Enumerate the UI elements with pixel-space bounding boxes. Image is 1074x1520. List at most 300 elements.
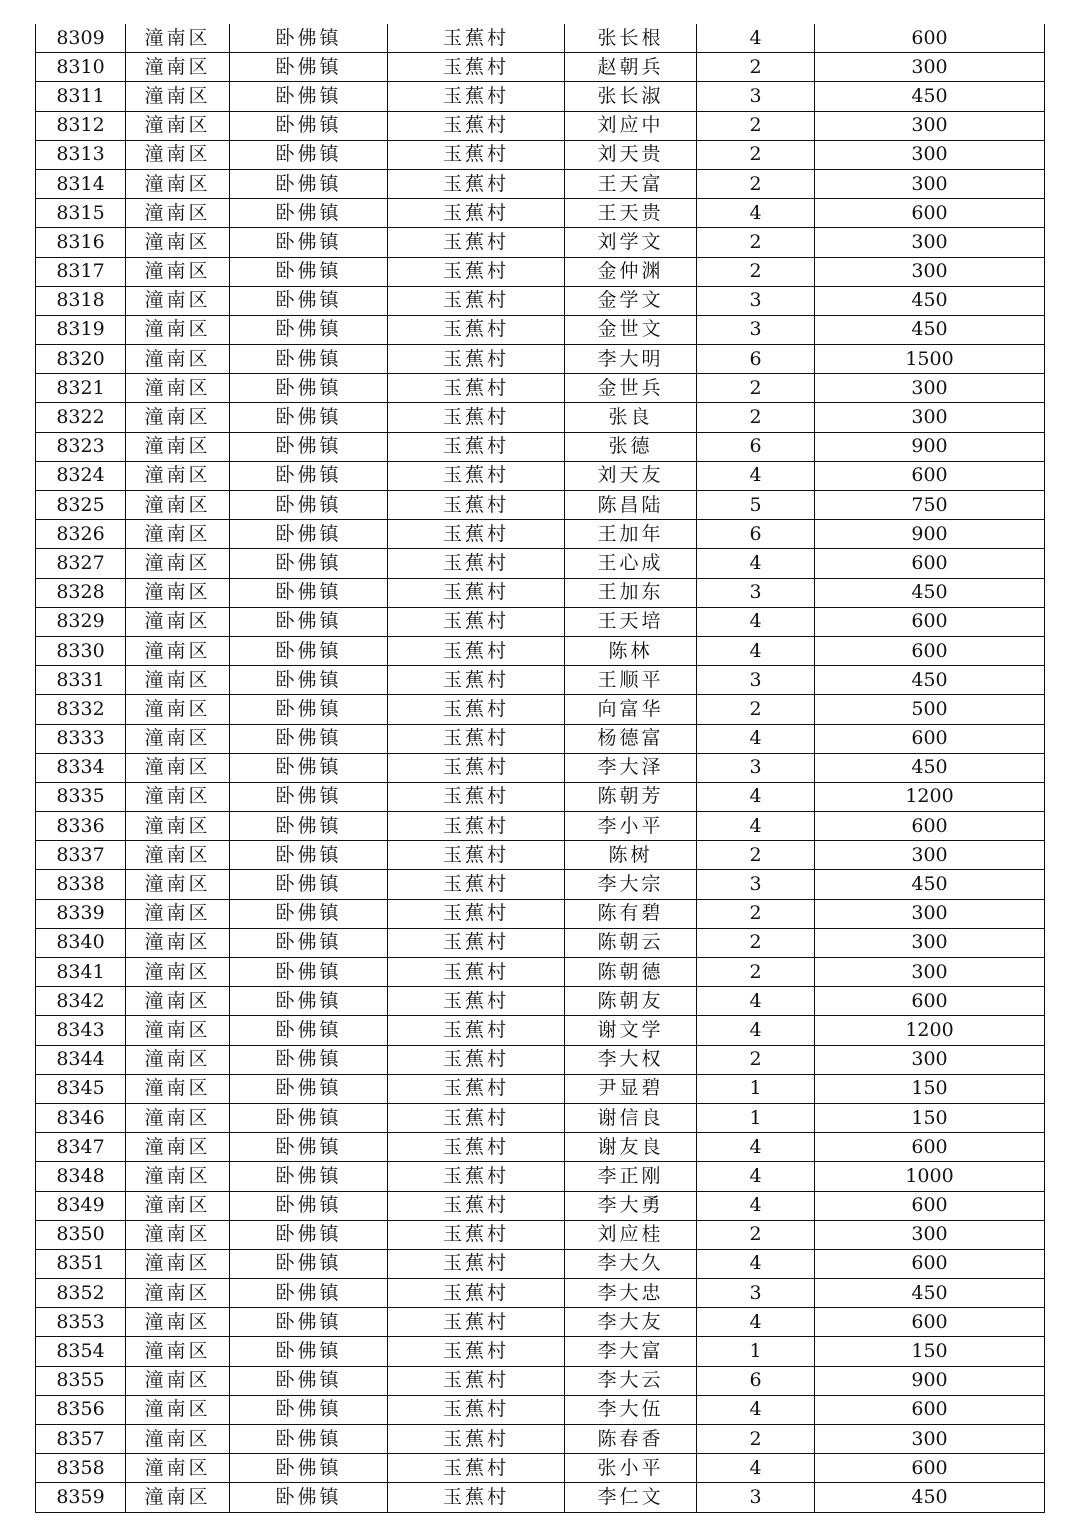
- table-row: [36, 666, 1045, 695]
- person-name-cell: 陈昌陆: [565, 491, 697, 520]
- town-cell: 卧佛镇: [230, 1103, 388, 1132]
- amount-cell: 750: [815, 491, 1045, 520]
- person-name-cell: 金世兵: [565, 374, 697, 403]
- town-cell: 卧佛镇: [230, 899, 388, 928]
- town-cell: 卧佛镇: [230, 695, 388, 724]
- village-cell: 玉蕉村: [388, 753, 565, 782]
- district-cell: 潼南区: [126, 1308, 230, 1337]
- village-cell: 玉蕉村: [388, 169, 565, 198]
- town-cell: 卧佛镇: [230, 111, 388, 140]
- person-name-cell: 李大忠: [565, 1279, 697, 1308]
- person-name-cell: 刘天贵: [565, 140, 697, 169]
- table-row: [36, 724, 1045, 753]
- person-name-cell: 王心成: [565, 549, 697, 578]
- amount-cell: 300: [815, 169, 1045, 198]
- household-members-cell: 6: [697, 432, 815, 461]
- village-cell: 玉蕉村: [388, 82, 565, 111]
- district-cell: 潼南区: [126, 870, 230, 899]
- town-cell: 卧佛镇: [230, 461, 388, 490]
- town-cell: 卧佛镇: [230, 1074, 388, 1103]
- town-cell: 卧佛镇: [230, 403, 388, 432]
- village-cell: 玉蕉村: [388, 1133, 565, 1162]
- village-cell: 玉蕉村: [388, 841, 565, 870]
- district-cell: 潼南区: [126, 958, 230, 987]
- district-cell: 潼南区: [126, 257, 230, 286]
- serial-number-cell: 8320: [36, 345, 126, 374]
- town-cell: 卧佛镇: [230, 928, 388, 957]
- town-cell: 卧佛镇: [230, 1220, 388, 1249]
- amount-cell: 600: [815, 1191, 1045, 1220]
- village-cell: 玉蕉村: [388, 53, 565, 82]
- serial-number-cell: 8324: [36, 461, 126, 490]
- table-row: [36, 199, 1045, 228]
- amount-cell: 1200: [815, 782, 1045, 811]
- serial-number-cell: 8347: [36, 1133, 126, 1162]
- village-cell: 玉蕉村: [388, 928, 565, 957]
- district-cell: 潼南区: [126, 928, 230, 957]
- town-cell: 卧佛镇: [230, 724, 388, 753]
- person-name-cell: 陈林: [565, 636, 697, 665]
- town-cell: 卧佛镇: [230, 636, 388, 665]
- amount-cell: 600: [815, 1454, 1045, 1483]
- district-cell: 潼南区: [126, 199, 230, 228]
- household-members-cell: 4: [697, 549, 815, 578]
- person-name-cell: 李大友: [565, 1308, 697, 1337]
- amount-cell: 300: [815, 1045, 1045, 1074]
- household-members-cell: 3: [697, 82, 815, 111]
- village-cell: 玉蕉村: [388, 870, 565, 899]
- town-cell: 卧佛镇: [230, 24, 388, 53]
- town-cell: 卧佛镇: [230, 1016, 388, 1045]
- serial-number-cell: 8349: [36, 1191, 126, 1220]
- town-cell: 卧佛镇: [230, 1483, 388, 1512]
- district-cell: 潼南区: [126, 228, 230, 257]
- amount-cell: 300: [815, 111, 1045, 140]
- village-cell: 玉蕉村: [388, 374, 565, 403]
- district-cell: 潼南区: [126, 140, 230, 169]
- town-cell: 卧佛镇: [230, 1279, 388, 1308]
- serial-number-cell: 8312: [36, 111, 126, 140]
- amount-cell: 150: [815, 1074, 1045, 1103]
- household-members-cell: 2: [697, 169, 815, 198]
- district-cell: 潼南区: [126, 432, 230, 461]
- district-cell: 潼南区: [126, 520, 230, 549]
- household-members-cell: 3: [697, 753, 815, 782]
- district-cell: 潼南区: [126, 695, 230, 724]
- amount-cell: 300: [815, 1425, 1045, 1454]
- table-row: [36, 958, 1045, 987]
- person-name-cell: 王加年: [565, 520, 697, 549]
- table-row: [36, 1454, 1045, 1483]
- serial-number-cell: 8358: [36, 1454, 126, 1483]
- household-members-cell: 1: [697, 1074, 815, 1103]
- district-cell: 潼南区: [126, 315, 230, 344]
- table-row: [36, 1133, 1045, 1162]
- village-cell: 玉蕉村: [388, 578, 565, 607]
- village-cell: 玉蕉村: [388, 958, 565, 987]
- district-cell: 潼南区: [126, 374, 230, 403]
- town-cell: 卧佛镇: [230, 958, 388, 987]
- table-row: [36, 286, 1045, 315]
- person-name-cell: 李大明: [565, 345, 697, 374]
- village-cell: 玉蕉村: [388, 345, 565, 374]
- village-cell: 玉蕉村: [388, 286, 565, 315]
- serial-number-cell: 8311: [36, 82, 126, 111]
- amount-cell: 600: [815, 1249, 1045, 1278]
- table-row: [36, 1103, 1045, 1132]
- serial-number-cell: 8348: [36, 1162, 126, 1191]
- person-name-cell: 陈朝云: [565, 928, 697, 957]
- village-cell: 玉蕉村: [388, 491, 565, 520]
- person-name-cell: 刘应中: [565, 111, 697, 140]
- village-cell: 玉蕉村: [388, 199, 565, 228]
- table-row: [36, 1337, 1045, 1366]
- person-name-cell: 王天培: [565, 607, 697, 636]
- person-name-cell: 李大泽: [565, 753, 697, 782]
- person-name-cell: 李正刚: [565, 1162, 697, 1191]
- village-cell: 玉蕉村: [388, 1016, 565, 1045]
- serial-number-cell: 8335: [36, 782, 126, 811]
- amount-cell: 450: [815, 1483, 1045, 1512]
- district-cell: 潼南区: [126, 1133, 230, 1162]
- town-cell: 卧佛镇: [230, 1162, 388, 1191]
- district-cell: 潼南区: [126, 607, 230, 636]
- district-cell: 潼南区: [126, 403, 230, 432]
- table-row: [36, 1074, 1045, 1103]
- town-cell: 卧佛镇: [230, 374, 388, 403]
- person-name-cell: 李大勇: [565, 1191, 697, 1220]
- serial-number-cell: 8314: [36, 169, 126, 198]
- village-cell: 玉蕉村: [388, 257, 565, 286]
- table-row: [36, 1395, 1045, 1424]
- household-members-cell: 2: [697, 841, 815, 870]
- village-cell: 玉蕉村: [388, 1191, 565, 1220]
- amount-cell: 300: [815, 140, 1045, 169]
- table-row: [36, 812, 1045, 841]
- table-row: [36, 899, 1045, 928]
- district-cell: 潼南区: [126, 1395, 230, 1424]
- town-cell: 卧佛镇: [230, 549, 388, 578]
- district-cell: 潼南区: [126, 636, 230, 665]
- village-cell: 玉蕉村: [388, 1103, 565, 1132]
- district-cell: 潼南区: [126, 53, 230, 82]
- district-cell: 潼南区: [126, 812, 230, 841]
- person-name-cell: 尹显碧: [565, 1074, 697, 1103]
- person-name-cell: 金学文: [565, 286, 697, 315]
- village-cell: 玉蕉村: [388, 520, 565, 549]
- amount-cell: 600: [815, 1133, 1045, 1162]
- household-members-cell: 4: [697, 1191, 815, 1220]
- table-row: [36, 1162, 1045, 1191]
- amount-cell: 600: [815, 987, 1045, 1016]
- serial-number-cell: 8330: [36, 636, 126, 665]
- village-cell: 玉蕉村: [388, 140, 565, 169]
- village-cell: 玉蕉村: [388, 987, 565, 1016]
- serial-number-cell: 8331: [36, 666, 126, 695]
- table-row: [36, 578, 1045, 607]
- household-members-cell: 4: [697, 1395, 815, 1424]
- person-name-cell: 陈有碧: [565, 899, 697, 928]
- household-members-cell: 3: [697, 1483, 815, 1512]
- village-cell: 玉蕉村: [388, 1045, 565, 1074]
- household-members-cell: 1: [697, 1103, 815, 1132]
- table-row: [36, 987, 1045, 1016]
- village-cell: 玉蕉村: [388, 315, 565, 344]
- table-row: [36, 1483, 1045, 1512]
- table-row: [36, 24, 1045, 53]
- amount-cell: 450: [815, 286, 1045, 315]
- amount-cell: 500: [815, 695, 1045, 724]
- table-row: [36, 753, 1045, 782]
- district-cell: 潼南区: [126, 1016, 230, 1045]
- amount-cell: 600: [815, 1308, 1045, 1337]
- village-cell: 玉蕉村: [388, 549, 565, 578]
- town-cell: 卧佛镇: [230, 345, 388, 374]
- person-name-cell: 谢文学: [565, 1016, 697, 1045]
- serial-number-cell: 8351: [36, 1249, 126, 1278]
- household-members-cell: 3: [697, 315, 815, 344]
- serial-number-cell: 8339: [36, 899, 126, 928]
- table-row: [36, 169, 1045, 198]
- table-row: [36, 1279, 1045, 1308]
- amount-cell: 150: [815, 1337, 1045, 1366]
- amount-cell: 1200: [815, 1016, 1045, 1045]
- serial-number-cell: 8322: [36, 403, 126, 432]
- village-cell: 玉蕉村: [388, 1249, 565, 1278]
- serial-number-cell: 8342: [36, 987, 126, 1016]
- table-row: [36, 111, 1045, 140]
- village-cell: 玉蕉村: [388, 24, 565, 53]
- serial-number-cell: 8344: [36, 1045, 126, 1074]
- household-members-cell: 2: [697, 111, 815, 140]
- village-cell: 玉蕉村: [388, 1425, 565, 1454]
- village-cell: 玉蕉村: [388, 607, 565, 636]
- table-row: [36, 1249, 1045, 1278]
- district-cell: 潼南区: [126, 345, 230, 374]
- district-cell: 潼南区: [126, 1162, 230, 1191]
- district-cell: 潼南区: [126, 24, 230, 53]
- town-cell: 卧佛镇: [230, 286, 388, 315]
- serial-number-cell: 8317: [36, 257, 126, 286]
- person-name-cell: 王天富: [565, 169, 697, 198]
- household-members-cell: 3: [697, 666, 815, 695]
- serial-number-cell: 8346: [36, 1103, 126, 1132]
- table-row: [36, 315, 1045, 344]
- person-name-cell: 金世文: [565, 315, 697, 344]
- village-cell: 玉蕉村: [388, 812, 565, 841]
- district-cell: 潼南区: [126, 1483, 230, 1512]
- person-name-cell: 陈朝德: [565, 958, 697, 987]
- household-members-cell: 4: [697, 1016, 815, 1045]
- household-members-cell: 2: [697, 140, 815, 169]
- town-cell: 卧佛镇: [230, 1366, 388, 1395]
- table-row: [36, 695, 1045, 724]
- village-cell: 玉蕉村: [388, 1308, 565, 1337]
- amount-cell: 450: [815, 1279, 1045, 1308]
- town-cell: 卧佛镇: [230, 812, 388, 841]
- serial-number-cell: 8359: [36, 1483, 126, 1512]
- town-cell: 卧佛镇: [230, 841, 388, 870]
- district-cell: 潼南区: [126, 1220, 230, 1249]
- table-row: [36, 520, 1045, 549]
- serial-number-cell: 8356: [36, 1395, 126, 1424]
- person-name-cell: 刘应桂: [565, 1220, 697, 1249]
- amount-cell: 900: [815, 1366, 1045, 1395]
- district-cell: 潼南区: [126, 1337, 230, 1366]
- table-row: [36, 928, 1045, 957]
- village-cell: 玉蕉村: [388, 666, 565, 695]
- village-cell: 玉蕉村: [388, 1454, 565, 1483]
- village-cell: 玉蕉村: [388, 1337, 565, 1366]
- district-cell: 潼南区: [126, 286, 230, 315]
- town-cell: 卧佛镇: [230, 1133, 388, 1162]
- amount-cell: 450: [815, 666, 1045, 695]
- amount-cell: 600: [815, 461, 1045, 490]
- household-members-cell: 3: [697, 870, 815, 899]
- table-row: [36, 549, 1045, 578]
- district-cell: 潼南区: [126, 1366, 230, 1395]
- person-name-cell: 杨德富: [565, 724, 697, 753]
- household-members-cell: 3: [697, 286, 815, 315]
- amount-cell: 600: [815, 24, 1045, 53]
- household-members-cell: 2: [697, 403, 815, 432]
- village-cell: 玉蕉村: [388, 432, 565, 461]
- serial-number-cell: 8336: [36, 812, 126, 841]
- district-cell: 潼南区: [126, 1074, 230, 1103]
- person-name-cell: 陈春香: [565, 1425, 697, 1454]
- person-name-cell: 李小平: [565, 812, 697, 841]
- amount-cell: 450: [815, 578, 1045, 607]
- person-name-cell: 李大云: [565, 1366, 697, 1395]
- amount-cell: 600: [815, 607, 1045, 636]
- serial-number-cell: 8334: [36, 753, 126, 782]
- household-members-cell: 4: [697, 199, 815, 228]
- serial-number-cell: 8313: [36, 140, 126, 169]
- table-row: [36, 870, 1045, 899]
- serial-number-cell: 8329: [36, 607, 126, 636]
- person-name-cell: 张小平: [565, 1454, 697, 1483]
- household-members-cell: 2: [697, 257, 815, 286]
- amount-cell: 300: [815, 53, 1045, 82]
- household-members-cell: 4: [697, 1162, 815, 1191]
- household-members-cell: 4: [697, 1308, 815, 1337]
- table-row: [36, 1191, 1045, 1220]
- roster-table: [35, 24, 1045, 1513]
- village-cell: 玉蕉村: [388, 1395, 565, 1424]
- table-row: [36, 374, 1045, 403]
- person-name-cell: 王天贵: [565, 199, 697, 228]
- village-cell: 玉蕉村: [388, 111, 565, 140]
- town-cell: 卧佛镇: [230, 782, 388, 811]
- amount-cell: 300: [815, 374, 1045, 403]
- amount-cell: 450: [815, 315, 1045, 344]
- district-cell: 潼南区: [126, 1454, 230, 1483]
- district-cell: 潼南区: [126, 461, 230, 490]
- amount-cell: 300: [815, 228, 1045, 257]
- district-cell: 潼南区: [126, 782, 230, 811]
- table-row: [36, 461, 1045, 490]
- district-cell: 潼南区: [126, 987, 230, 1016]
- town-cell: 卧佛镇: [230, 1425, 388, 1454]
- serial-number-cell: 8318: [36, 286, 126, 315]
- town-cell: 卧佛镇: [230, 491, 388, 520]
- person-name-cell: 刘天友: [565, 461, 697, 490]
- district-cell: 潼南区: [126, 1045, 230, 1074]
- household-members-cell: 2: [697, 928, 815, 957]
- household-members-cell: 4: [697, 1249, 815, 1278]
- household-members-cell: 4: [697, 1454, 815, 1483]
- table-row: [36, 1045, 1045, 1074]
- person-name-cell: 金仲渊: [565, 257, 697, 286]
- table-row: [36, 1366, 1045, 1395]
- town-cell: 卧佛镇: [230, 1191, 388, 1220]
- town-cell: 卧佛镇: [230, 1045, 388, 1074]
- serial-number-cell: 8309: [36, 24, 126, 53]
- village-cell: 玉蕉村: [388, 724, 565, 753]
- district-cell: 潼南区: [126, 841, 230, 870]
- village-cell: 玉蕉村: [388, 1220, 565, 1249]
- household-members-cell: 3: [697, 578, 815, 607]
- town-cell: 卧佛镇: [230, 1395, 388, 1424]
- household-members-cell: 2: [697, 228, 815, 257]
- town-cell: 卧佛镇: [230, 82, 388, 111]
- serial-number-cell: 8316: [36, 228, 126, 257]
- table-row: [36, 1016, 1045, 1045]
- town-cell: 卧佛镇: [230, 1454, 388, 1483]
- town-cell: 卧佛镇: [230, 257, 388, 286]
- village-cell: 玉蕉村: [388, 1279, 565, 1308]
- household-members-cell: 6: [697, 345, 815, 374]
- district-cell: 潼南区: [126, 753, 230, 782]
- household-members-cell: 2: [697, 1220, 815, 1249]
- household-members-cell: 5: [697, 491, 815, 520]
- serial-number-cell: 8343: [36, 1016, 126, 1045]
- household-members-cell: 1: [697, 1337, 815, 1366]
- household-members-cell: 2: [697, 695, 815, 724]
- person-name-cell: 李大权: [565, 1045, 697, 1074]
- household-members-cell: 4: [697, 782, 815, 811]
- town-cell: 卧佛镇: [230, 753, 388, 782]
- amount-cell: 600: [815, 636, 1045, 665]
- serial-number-cell: 8353: [36, 1308, 126, 1337]
- serial-number-cell: 8337: [36, 841, 126, 870]
- household-members-cell: 6: [697, 520, 815, 549]
- town-cell: 卧佛镇: [230, 199, 388, 228]
- person-name-cell: 赵朝兵: [565, 53, 697, 82]
- serial-number-cell: 8328: [36, 578, 126, 607]
- serial-number-cell: 8332: [36, 695, 126, 724]
- person-name-cell: 谢友良: [565, 1133, 697, 1162]
- district-cell: 潼南区: [126, 111, 230, 140]
- village-cell: 玉蕉村: [388, 899, 565, 928]
- serial-number-cell: 8321: [36, 374, 126, 403]
- person-name-cell: 王加东: [565, 578, 697, 607]
- household-members-cell: 4: [697, 987, 815, 1016]
- household-members-cell: 6: [697, 1366, 815, 1395]
- person-name-cell: 陈树: [565, 841, 697, 870]
- table-row: [36, 636, 1045, 665]
- table-row: [36, 432, 1045, 461]
- amount-cell: 300: [815, 841, 1045, 870]
- serial-number-cell: 8319: [36, 315, 126, 344]
- person-name-cell: 张长根: [565, 24, 697, 53]
- district-cell: 潼南区: [126, 82, 230, 111]
- household-members-cell: 2: [697, 1425, 815, 1454]
- village-cell: 玉蕉村: [388, 1162, 565, 1191]
- table-row: [36, 257, 1045, 286]
- town-cell: 卧佛镇: [230, 607, 388, 636]
- serial-number-cell: 8355: [36, 1366, 126, 1395]
